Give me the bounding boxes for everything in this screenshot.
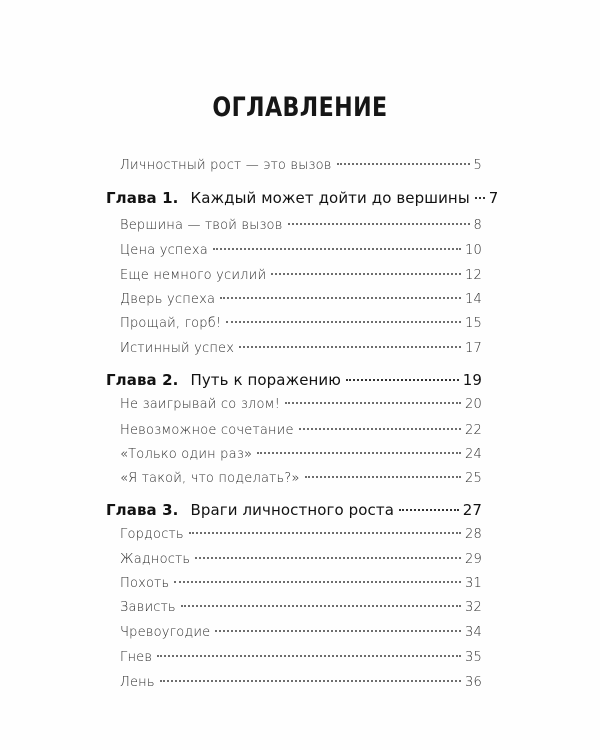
- dot-leader: [215, 630, 461, 632]
- chapter-label: Глава 1.: [106, 189, 179, 207]
- toc-entry-row: [120, 468, 482, 490]
- dot-leader: [213, 248, 461, 250]
- dot-leader: [226, 321, 461, 323]
- entry-title: Лень: [120, 675, 155, 690]
- dot-leader: [157, 655, 461, 657]
- entry-title: Дверь успеха: [120, 292, 216, 307]
- chapter-title: Каждый может дойти до вершины: [190, 189, 470, 207]
- entry-title: Вершина — твой вызов: [120, 218, 283, 233]
- toc-chapter-row: [106, 187, 499, 209]
- page-number: 20: [465, 397, 482, 412]
- dot-leader: [189, 532, 461, 534]
- page-number: 27: [462, 501, 482, 519]
- toc-entry-row: [120, 155, 482, 177]
- toc-entry-row: [120, 549, 482, 571]
- page-number: 12: [465, 268, 482, 283]
- dot-leader: [174, 581, 461, 583]
- page-number: 28: [465, 527, 482, 542]
- toc-entry-row: [120, 444, 482, 466]
- chapter-label: Глава 2.: [106, 371, 179, 389]
- toc-chapter-row: [106, 369, 482, 391]
- entry-title: Жадность: [120, 552, 191, 567]
- entry-title: Цена успеха: [120, 243, 208, 258]
- dot-leader: [399, 509, 459, 511]
- dot-leader: [195, 557, 461, 559]
- dot-leader: [337, 163, 470, 165]
- page-number: 35: [465, 650, 482, 665]
- toc-entry-row: [120, 289, 482, 311]
- entry-title: «Только один раз»: [120, 447, 253, 462]
- toc-entry-row: [120, 597, 482, 619]
- chapter-title: Враги личностного роста: [190, 501, 395, 519]
- page-number: 10: [465, 243, 482, 258]
- page-number: 19: [462, 371, 482, 389]
- entry-title: Невозможное сочетание: [120, 423, 294, 438]
- entry-title: Истинный успех: [120, 341, 235, 356]
- dot-leader: [305, 476, 461, 478]
- entry-title: Личностный рост — это вызов: [120, 158, 332, 173]
- toc-entry-row: [120, 215, 482, 237]
- page-number: 24: [465, 447, 482, 462]
- chapter-label: Глава 3.: [106, 501, 179, 519]
- toc-entry-row: [120, 672, 482, 694]
- page-number: 22: [465, 423, 482, 438]
- toc-entry-row: [120, 338, 482, 360]
- dot-leader: [220, 297, 461, 299]
- entry-title: Прощай, горб!: [120, 316, 222, 331]
- dot-leader: [239, 346, 461, 348]
- toc-entry-row: [120, 524, 482, 546]
- dot-leader: [181, 605, 461, 607]
- toc-entry-row: [120, 573, 482, 595]
- page-title: ОГЛАВЛЕНИЕ: [212, 92, 388, 123]
- dot-leader: [271, 273, 461, 275]
- toc-entry-row: [120, 647, 482, 669]
- chapter-title: Путь к поражению: [190, 371, 342, 389]
- page-number: 5: [473, 158, 482, 173]
- page-number: 32: [465, 600, 482, 615]
- page-number: 29: [465, 552, 482, 567]
- toc-entry-row: [120, 240, 482, 262]
- entry-title: Не заигрывай со злом!: [120, 397, 281, 412]
- page-number: 31: [465, 576, 482, 591]
- page-number: 7: [488, 189, 499, 207]
- entry-title: Гнев: [120, 650, 153, 665]
- toc-entry-row: [120, 265, 482, 287]
- page-number: 36: [465, 675, 482, 690]
- entry-title: Чревоугодие: [120, 625, 211, 640]
- entry-title: Гордость: [120, 527, 184, 542]
- dot-leader: [475, 197, 485, 199]
- page-number: 34: [465, 625, 482, 640]
- entry-title: Зависть: [120, 600, 176, 615]
- dot-leader: [257, 452, 461, 454]
- toc-chapter-row: [106, 499, 482, 521]
- dot-leader: [285, 402, 461, 404]
- entry-title: «Я такой, что поделать?»: [120, 471, 300, 486]
- page-number: 14: [465, 292, 482, 307]
- dot-leader: [346, 379, 459, 381]
- dot-leader: [299, 428, 461, 430]
- page-number: 17: [465, 341, 482, 356]
- entry-title: Похоть: [120, 576, 170, 591]
- dot-leader: [288, 223, 470, 225]
- toc-entry-row: [120, 394, 482, 416]
- toc-entry-row: [120, 313, 482, 335]
- page-number: 15: [465, 316, 482, 331]
- toc-entry-row: [120, 420, 482, 442]
- entry-title: Еще немного усилий: [120, 268, 267, 283]
- toc-entry-row: [120, 622, 482, 644]
- page-number: 8: [473, 218, 482, 233]
- dot-leader: [160, 680, 461, 682]
- page-number: 25: [465, 471, 482, 486]
